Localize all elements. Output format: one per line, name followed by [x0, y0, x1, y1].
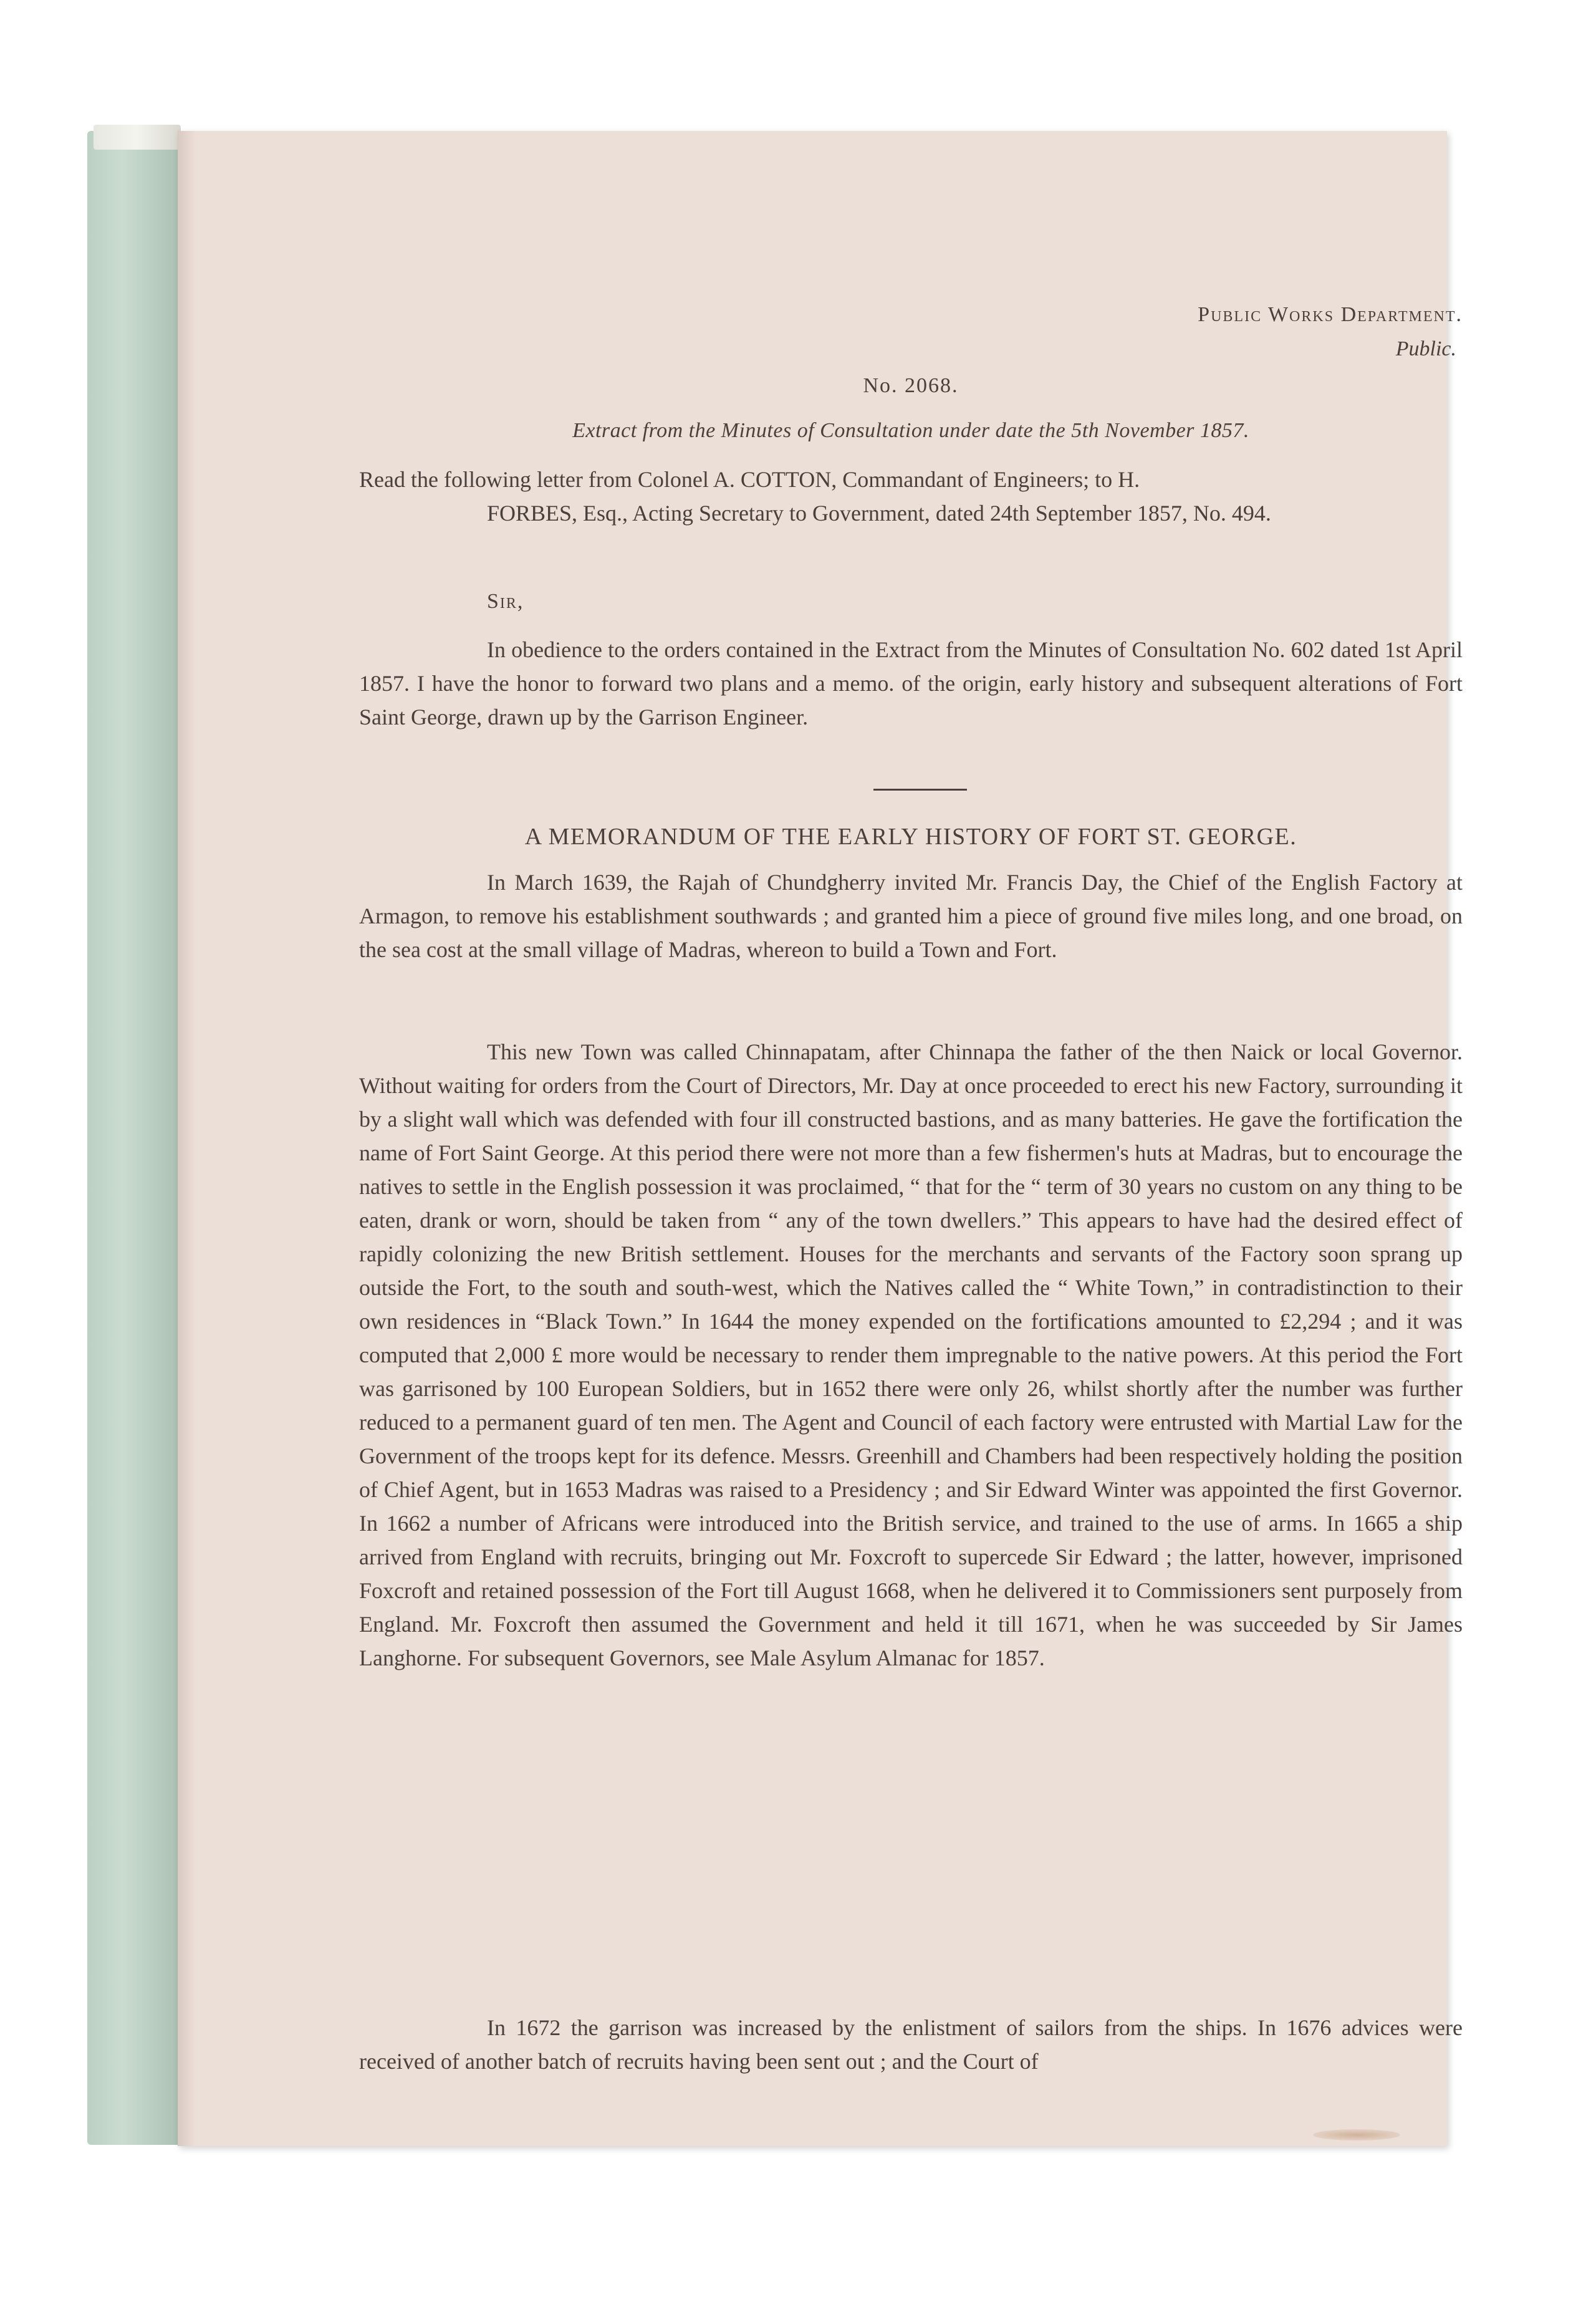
- memo-paragraph-2: This new Town was called Chinnapatam, after Chinnapa the father of the then Naick or local Governor. Without waiting for orders from the Court of Directors, Mr. Day at once proceeded to erect his new Factory, surrounding it by a slight wall which was defended with four ill constructed bastions, and as many batteries. He gave the fortification the name of Fort Saint George. At this period there were not more than a few fishermen's huts at Madras, but to encourage the natives to settle in the English possession it was proclaimed, “ that for the “ term of 30 years no custom on any thing to be eaten, drank or worn, should be taken from “ any of the town dwellers.” This appears to have had the desired effect of rapidly colonizing the new British settlement. Houses for the merchants and servants of the Factory soon sprang up outside the Fort, to the south and south-west, which the Natives called the “ White Town,” in contradistinction to their own residences in “Black Town.” In 1644 the money expended on the fortifications amounted to £2,294 ; and it was computed that 2,000 £ more would be necessary to render them impregnable to the native powers. At this period the Fort was garrisoned by 100 European Soldiers, but in 1652 there were only 26, whilst shortly after the number was further reduced to a permanent guard of ten men. The Agent and Council of each factory were entrusted with Martial Law for the Government of the troops kept for its defence. Messrs. Greenhill and Chambers had been respectively holding the position of Chief Agent, but in 1653 Madras was raised to a Presidency ; and Sir Edward Winter was appointed the first Governor. In 1662 a number of Africans were introduced into the British service, and trained to the use of arms. In 1665 a ship arrived from England with recruits, bringing out Mr. Foxcroft to supercede Sir Edward ; the latter, however, imprisoned Foxcroft and retained possession of the Fort till August 1668, when he delivered it to Commissioners sent purposely from England. Mr. Foxcroft then assumed the Government and held it till 1671, when he was succeeded by Sir James Langhorne. For subsequent Governors, see Male Asylum Almanac for 1857.: [359, 1039, 1463, 1670]
- letter-body: In obedience to the orders contained in the Extract from the Minutes of Consultation No. 602 dated 1st April 1857. I have the honor to forward two plans and a memo. of the origin, early history and subsequent alterations of Fort Saint George, drawn up by the Garrison Engineer.: [359, 637, 1463, 730]
- spine-top-edge: [94, 125, 181, 150]
- memo-paragraph-1: In March 1639, the Rajah of Chundgherry invited Mr. Francis Day, the Chief of the English Factory at Armagon, to remove his establishment southwards ; and granted him a piece of ground five miles long, and one broad, on the sea cost at the small village of Madras, whereon to build a Town and Fort.: [359, 870, 1463, 962]
- paper-stain: [1313, 2129, 1400, 2140]
- letter-intro: [359, 463, 1463, 530]
- memo-paragraph-3: In 1672 the garrison was increased by the enlistment of sailors from the ships. In 1676 advices were received of another batch of recruits having been sent out ; and the Court of: [359, 2015, 1463, 2074]
- document-page: [178, 131, 1463, 2146]
- department-subheading: Public.: [1395, 337, 1456, 360]
- book-spine: [87, 131, 187, 2145]
- memorandum-title: A MEMORANDUM OF THE EARLY HISTORY OF FORT ST. GEORGE.: [524, 824, 1297, 850]
- letter-intro-continuation: FORBES, Esq., Acting Secretary to Government, dated 24th September 1857, No. 494.: [487, 501, 1271, 526]
- extract-line: Extract from the Minutes of Consultation under date the 5th November 1857.: [572, 419, 1249, 442]
- section-divider: [873, 789, 967, 791]
- salutation: Sir,: [487, 590, 524, 613]
- department-heading: Public Works Department.: [1198, 303, 1463, 326]
- document-number: No. 2068.: [863, 374, 959, 397]
- letter-intro-first-line: Read the following letter from Colonel A. COTTON, Commandant of Engineers; to H.: [359, 467, 1140, 492]
